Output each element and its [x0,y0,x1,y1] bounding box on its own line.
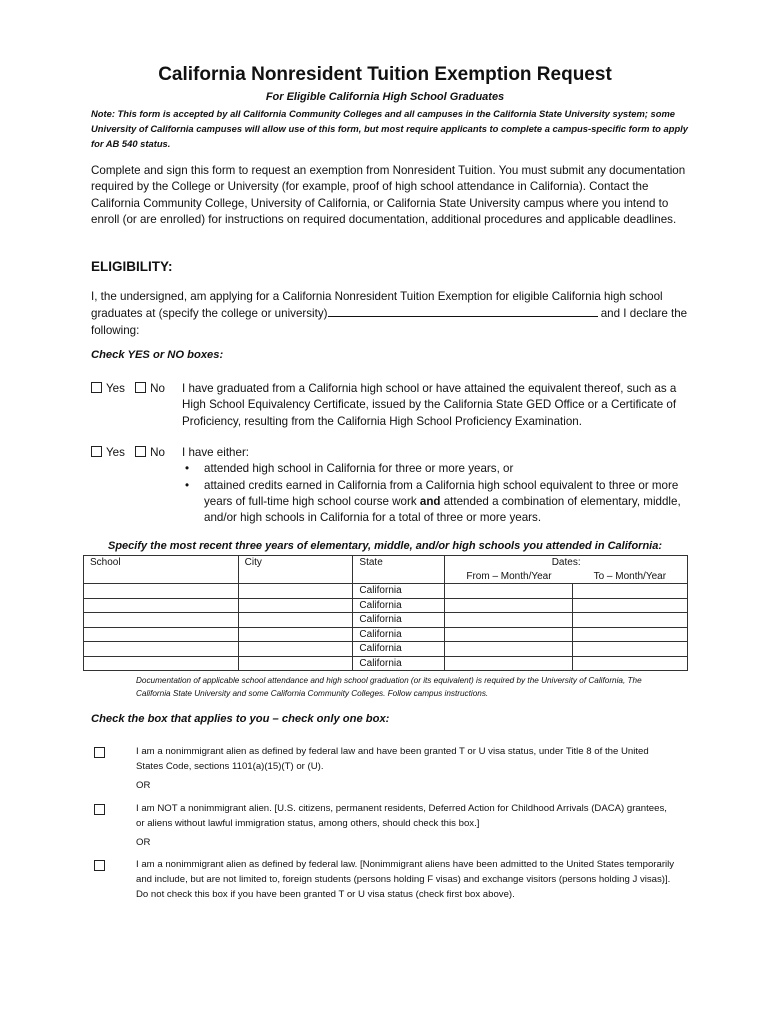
form-subtitle: For Eligible California High School Graduates [265,91,505,103]
schools-table-caption: Specify the most recent three years of elementary, middle, and/or high schools you attended in California: [108,540,662,552]
from-date-cell[interactable] [445,584,573,599]
question-attendance-text [182,445,687,526]
status-checkbox-1[interactable] [94,747,105,758]
to-date-cell[interactable] [573,584,688,599]
yes-option-1[interactable] [91,382,125,395]
status-option-2-text: I am NOT a nonimmigrant alien. [U.S. citizens, permanent residents, Deferred Action for Childhood Arrivals (DACA) grantees, or aliens without lawful immigration status, among others, should check this box.] [136,803,667,829]
from-date-cell[interactable] [445,627,573,642]
schools-table [83,555,688,671]
school-row [84,656,688,671]
question-attendance [91,445,691,530]
from-date-cell[interactable] [445,642,573,657]
declaration-text-2: and I declare the following: [91,307,688,337]
yes-no-group-1 [91,381,181,397]
state-cell: California [353,656,445,671]
yes-label: Yes [106,446,125,459]
yes-no-group-2 [91,445,181,461]
no-option-2[interactable] [135,446,165,459]
status-checkbox-3[interactable] [94,860,105,871]
city-cell[interactable] [238,598,353,613]
form-title: California Nonresident Tuition Exemption Request [158,64,612,85]
or-separator-2: OR [136,837,151,848]
attendance-bullets [182,461,687,526]
school-row [84,613,688,628]
state-cell: California [353,584,445,599]
header-city: City [238,556,353,584]
header-to: To – Month/Year [573,570,688,584]
question-graduation [91,381,691,431]
city-cell[interactable] [238,584,353,599]
no-option-1[interactable] [135,382,165,395]
header-dates: Dates: [445,556,688,570]
attendance-bullet-2-tail: attended a combination of elementary, middle, and/or high schools in California for a total of three or more years. [204,494,681,525]
school-cell[interactable] [84,656,239,671]
college-name-field[interactable] [328,305,598,317]
yes-option-2[interactable] [91,446,125,459]
state-cell: California [353,598,445,613]
question-attendance-lead: I have either: [182,446,250,459]
header-school: School [84,556,239,584]
to-date-cell[interactable] [573,613,688,628]
no-label: No [150,446,165,459]
yes-checkbox-1[interactable] [91,382,102,393]
to-date-cell[interactable] [573,598,688,613]
city-cell[interactable] [238,656,353,671]
to-date-cell[interactable] [573,627,688,642]
declaration-paragraph [91,289,691,339]
schools-table-body [84,584,688,671]
yes-no-instruction: Check YES or NO boxes: [91,349,224,361]
eligibility-heading: ELIGIBILITY: [91,259,173,274]
no-checkbox-1[interactable] [135,382,146,393]
no-checkbox-2[interactable] [135,446,146,457]
status-option-1-text: I am a nonimmigrant alien as defined by federal law and have been granted T or U visa status, under Title 8 of the United States Code, sections 1101(a)(15)(T) or (U). [136,746,649,772]
question-graduation-text: I have graduated from a California high school or have attained the equivalent thereof, such as a High School Equivalency Certificate, issued by the California State GED Office or a Certificate of Proficiency, resulting from the California High School Proficiency Examination. [182,382,677,428]
city-cell[interactable] [238,627,353,642]
from-date-cell[interactable] [445,613,573,628]
or-separator-1: OR [136,780,151,791]
status-option-not-nonimmigrant[interactable] [91,801,691,833]
state-cell: California [353,627,445,642]
status-option-3-text: I am a nonimmigrant alien as defined by federal law. [Nonimmigrant aliens have been admitted to the United States temporarily and include, but are not limited to, foreign students (persons holding F visas) and exchange visitors (persons holding J visas)]. Do not check this box if you have been granted T or U visa status (check first box above). [136,859,675,900]
state-cell: California [353,642,445,657]
declaration-text-1: I, the undersigned, am applying for a California Nonresident Tuition Exemption for eligible California high school graduates at (specify the college or university) [91,290,663,321]
yes-label: Yes [106,382,125,395]
attendance-bullet-1: • attended high school in California for three or more years, or [182,461,687,477]
intro-paragraph: Complete and sign this form to request an exemption from Nonresident Tuition. You must submit any documentation required by the College or University (for example, proof of high school attendance in California). Contact the California Community College, University of California, or California State University campus where you intend to enroll (or are enrolled) for instructions on required documentation, additional procedures and applicable deadlines. [91,164,686,226]
no-label: No [150,382,165,395]
to-date-cell[interactable] [573,656,688,671]
status-instruction: Check the box that applies to you – check only one box: [91,713,390,725]
documentation-note: Documentation of applicable school attendance and high school graduation (or its equivalent) is required by the University of California, The California State University and some California Community Colleges. Follow campus instructions. [136,676,642,698]
city-cell[interactable] [238,642,353,657]
yes-checkbox-2[interactable] [91,446,102,457]
status-option-tu-visa[interactable] [91,744,691,776]
from-date-cell[interactable] [445,598,573,613]
school-row [84,642,688,657]
attendance-bullet-2-text: attained credits earned in California from a California high school equivalent to three or more years of full-time high school course work [204,478,679,508]
from-date-cell[interactable] [445,656,573,671]
school-cell[interactable] [84,598,239,613]
to-date-cell[interactable] [573,642,688,657]
acceptance-note: Note: This form is accepted by all California Community Colleges and all campuses in the California State University system; some University of California campuses will allow use of this form, but most require applicants to complete a campus-specific form to apply for AB 540 status. [91,108,689,149]
schools-table-header-row [84,556,688,570]
school-row [84,598,688,613]
city-cell[interactable] [238,613,353,628]
school-row [84,584,688,599]
state-cell: California [353,613,445,628]
header-state: State [353,556,445,584]
attendance-bullet-2 [182,478,687,527]
header-from: From – Month/Year [445,570,573,584]
school-cell[interactable] [84,642,239,657]
school-row [84,627,688,642]
attendance-bullet-2-and: and [419,494,441,508]
school-cell[interactable] [84,627,239,642]
school-cell[interactable] [84,584,239,599]
school-cell[interactable] [84,613,239,628]
status-option-nonimmigrant[interactable] [91,857,691,904]
status-checkbox-2[interactable] [94,804,105,815]
